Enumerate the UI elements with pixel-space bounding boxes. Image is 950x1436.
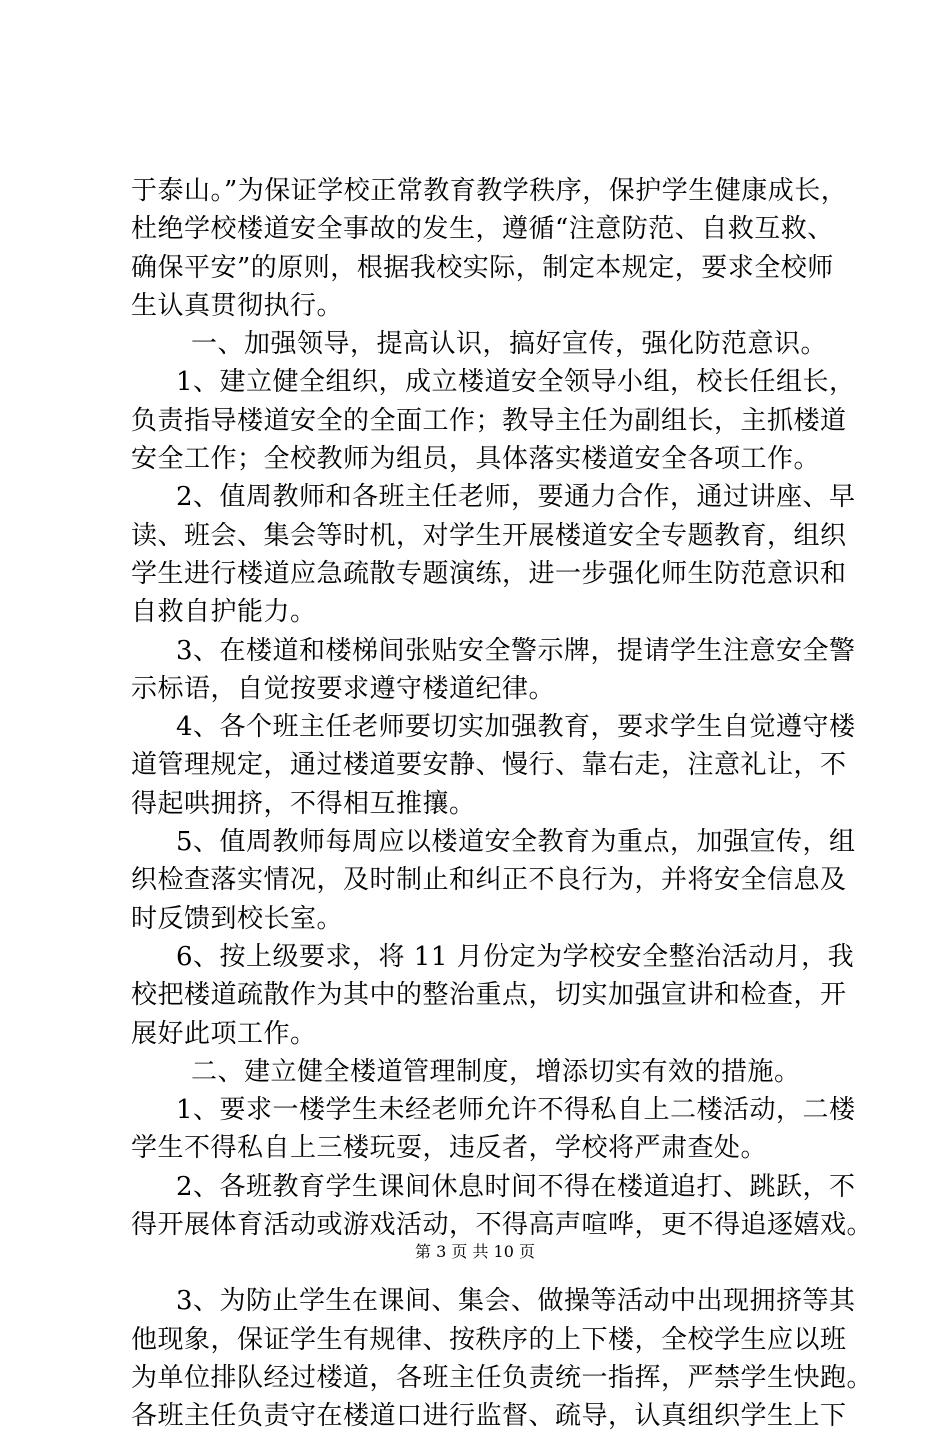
text-line: 各班主任负责守在楼道口进行监督、疏导，认真组织学生上下 [131, 1401, 847, 1432]
text-line: 确保平安”的原则，根据我校实际，制定本规定，要求全校师 [131, 252, 834, 283]
text-line: 校把楼道疏散作为其中的整治重点，切实加强宣讲和检查，开 [131, 980, 847, 1011]
text-line: 3、在楼道和楼梯间张贴安全警示牌，提请学生注意安全警 [176, 635, 856, 666]
text-line: 学生不得私自上三楼玩耍，违反者，学校将严肃查处。 [131, 1133, 768, 1164]
text-line: 得开展体育活动或游戏活动，不得高声喧哗，更不得追逐嬉戏。 [131, 1210, 874, 1241]
text-line: 杜绝学校楼道安全事故的发生，遵循“注意防范、自救互救、 [131, 214, 834, 245]
text-line: 5、值周教师每周应以楼道安全教育为重点，加强宣传，组 [176, 827, 856, 858]
text-line: 自救自护能力。 [131, 597, 317, 628]
text-line: 2、各班教育学生课间休息时间不得在楼道追打、跳跃，不 [176, 1171, 856, 1202]
text-line: 安全工作；全校教师为组员，具体落实楼道安全各项工作。 [131, 444, 821, 475]
text-line: 1、要求一楼学生未经老师允许不得私自上二楼活动，二楼 [176, 1095, 856, 1126]
text-line: 生认真贯彻执行。 [131, 290, 344, 321]
text-line: 学生进行楼道应急疏散专题演练，进一步强化师生防范意识和 [131, 558, 847, 589]
text-line: 得起哄拥挤，不得相互推攘。 [131, 788, 476, 819]
page-footer: 第 3 页 共 10 页 [415, 1242, 535, 1261]
text-line: 织检查落实情况，及时制止和纠正不良行为，并将安全信息及 [131, 865, 847, 896]
text-line: 时反馈到校长室。 [131, 903, 344, 934]
text-line: 展好此项工作。 [131, 1018, 317, 1049]
text-line: 一、加强领导，提高认识，搞好宣传，强化防范意识。 [191, 329, 828, 360]
text-line: 为单位排队经过楼道，各班主任负责统一指挥，严禁学生快跑。 [131, 1362, 874, 1393]
text-line: 于泰山。”为保证学校正常教育教学秩序，保护学生健康成长， [131, 176, 848, 206]
text-line: 3、为防止学生在课间、集会、做操等活动中出现拥挤等其 [176, 1286, 856, 1317]
text-line: 道管理规定，通过楼道要安静、慢行、靠右走，注意礼让，不 [131, 750, 847, 781]
text-line: 二、建立健全楼道管理制度，增添切实有效的措施。 [191, 1056, 801, 1087]
text-line: 他现象，保证学生有规律、按秩序的上下楼，全校学生应以班 [131, 1324, 847, 1355]
text-line: 负责指导楼道安全的全面工作；教导主任为副组长，主抓楼道 [131, 405, 847, 436]
text-line: 4、各个班主任老师要切实加强教育，要求学生自觉遵守楼 [176, 712, 856, 743]
text-line: 读、班会、集会等时机，对学生开展楼道安全专题教育，组织 [131, 520, 847, 551]
text-line: 2、值周教师和各班主任老师，要通力合作，通过讲座、早 [176, 482, 856, 513]
text-line: 1、建立健全组织，成立楼道安全领导小组，校长任组长， [176, 367, 856, 398]
text-line: 6、按上级要求，将 11 月份定为学校安全整治活动月，我 [176, 941, 855, 972]
text-line: 示标语，自觉按要求遵守楼道纪律。 [131, 673, 556, 704]
